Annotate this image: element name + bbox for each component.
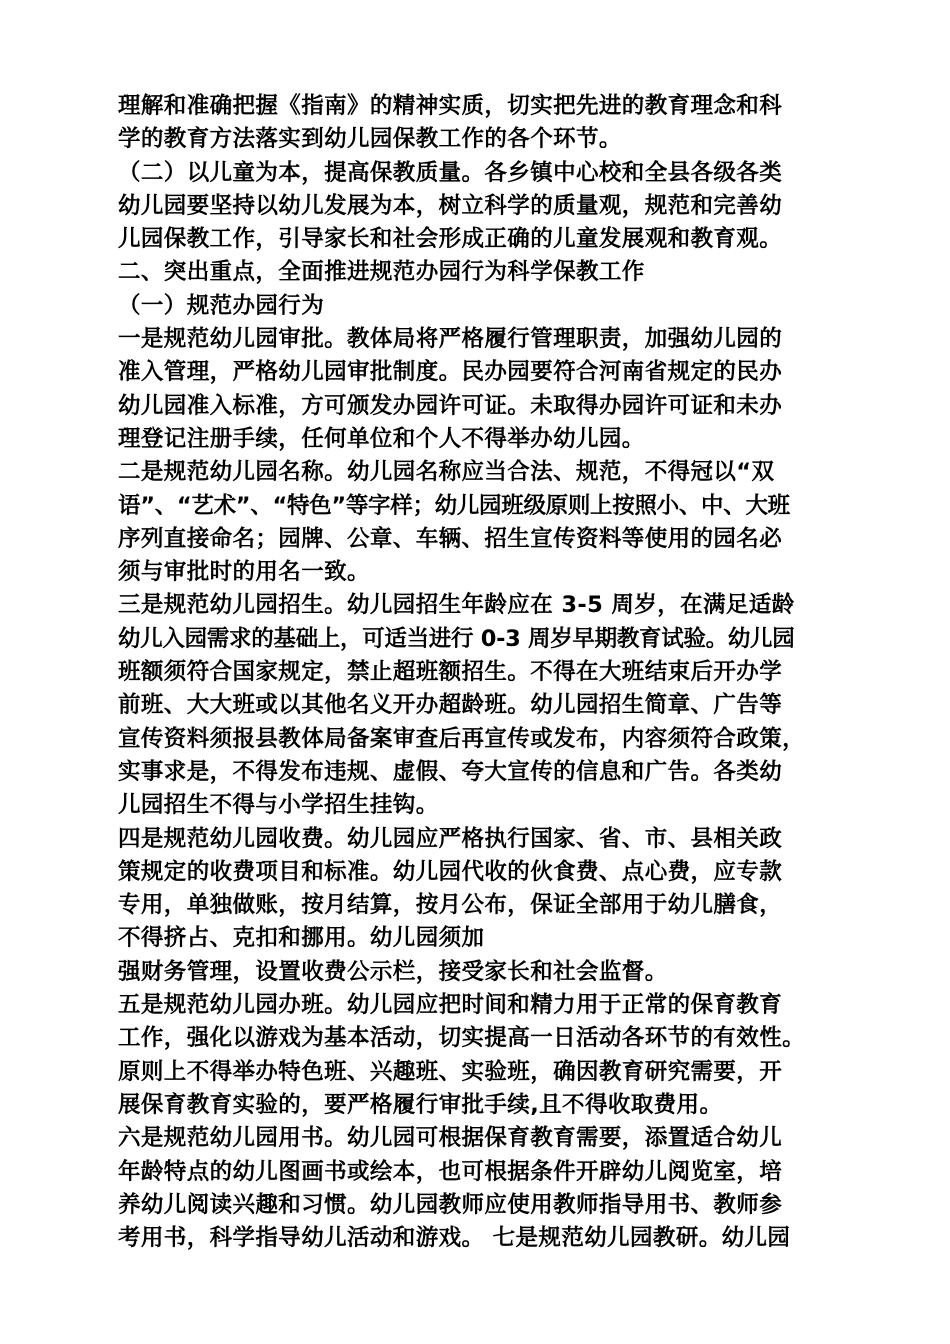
text-line: 强财务管理，设置收费公示栏，接受家长和社会监督。 bbox=[118, 958, 668, 985]
text-line: 班额须符合国家规定，禁止超班额招生。不得在大班结束后开办学 bbox=[118, 659, 783, 686]
text-line: 养幼儿阅读兴趣和习惯。幼儿园教师应使用教师指导用书、教师参 bbox=[118, 1191, 783, 1218]
text-line: 理登记注册手续，任何单位和个人不得举办幼儿园。 bbox=[118, 425, 645, 452]
document-body bbox=[118, 90, 838, 1255]
text-line: 序列直接命名；园牌、公章、车辆、招生宣传资料等使用的园名必 bbox=[118, 525, 783, 552]
text-line: 专用，单独做账，按月结算，按月公布，保证全部用于幼儿膳食， bbox=[118, 892, 783, 919]
text-line: 不得挤占、克扣和挪用。幼儿园须加 bbox=[118, 925, 485, 952]
text-line: 五是规范幼儿园办班。幼儿园应把时间和精力用于正常的保育教育 bbox=[118, 992, 783, 1019]
text-line: 准入管理，严格幼儿园审批制度。民办园要符合河南省规定的民办 bbox=[118, 359, 783, 386]
section-heading: 二、突出重点，全面推进规范办园行为科学保教工作 bbox=[118, 259, 645, 286]
text-line: 一是规范幼儿园审批。教体局将严格履行管理职责，加强幼儿园的 bbox=[118, 326, 783, 353]
text-line: 理解和准确把握《指南》的精神实质，切实把先进的教育理念和科 bbox=[118, 93, 783, 119]
text-line: 宣传资料须报县教体局备案审查后再宣传或发布，内容须符合政策， bbox=[118, 725, 806, 752]
text-line: （二）以儿童为本，提高保教质量。各乡镇中心校和全县各级各类 bbox=[118, 159, 783, 186]
text-line: 语”、“艺术”、“特色”等字样；幼儿园班级原则上按照小、中、大班 bbox=[118, 492, 790, 519]
text-line: 六是规范幼儿园用书。幼儿园可根据保育教育需要，添置适合幼儿 bbox=[118, 1125, 783, 1152]
text-line: 工作，强化以游戏为基本活动，切实提高一日活动各环节的有效性。 bbox=[118, 1025, 806, 1052]
subsection-heading: （一）规范办园行为 bbox=[118, 292, 325, 319]
text-line: 学的教育方法落实到幼儿园保教工作的各个环节。 bbox=[118, 126, 622, 153]
text-line: 原则上不得举办特色班、兴趣班、实验班，确因教育研究需要，开 bbox=[118, 1058, 783, 1085]
text-line: 展保育教育实验的，要严格履行审批手续,且不得收取费用。 bbox=[118, 1091, 723, 1118]
text-line: 幼儿园要坚持以幼儿发展为本，树立科学的质量观，规范和完善幼 bbox=[118, 192, 783, 219]
text-line: 四是规范幼儿园收费。幼儿园应严格执行国家、省、市、县相关政 bbox=[118, 825, 783, 852]
text-line: 幼儿入园需求的基础上，可适当进行 0-3 周岁早期教育试验。幼儿园 bbox=[118, 625, 795, 652]
text-line: 策规定的收费项目和标准。幼儿园代收的伙食费、点心费，应专款 bbox=[118, 858, 783, 885]
text-line: 年龄特点的幼儿图画书或绘本，也可根据条件开辟幼儿阅览室，培 bbox=[118, 1158, 783, 1185]
text-line: 幼儿园准入标准，方可颁发办园许可证。未取得办园许可证和未办 bbox=[118, 392, 783, 419]
text-line: 二是规范幼儿园名称。幼儿园名称应当合法、规范，不得冠以“双 bbox=[118, 459, 775, 486]
text-line: 三是规范幼儿园招生。幼儿园招生年龄应在 3-5 周岁，在满足适龄 bbox=[118, 592, 795, 619]
text-line: 实事求是，不得发布违规、虚假、夸大宣传的信息和广告。各类幼 bbox=[118, 758, 783, 785]
text-line: 儿园招生不得与小学招生挂钩。 bbox=[118, 792, 439, 819]
text-line: 儿园保教工作，引导家长和社会形成正确的儿童发展观和教育观。 bbox=[118, 226, 783, 253]
text-line: 须与审批时的用名一致。 bbox=[118, 559, 370, 586]
text-line: 前班、大大班或以其他名义开办超龄班。幼儿园招生简章、广告等 bbox=[118, 692, 783, 719]
text-line: 考用书，科学指导幼儿活动和游戏。 七是规范幼儿园教研。幼儿园 bbox=[118, 1225, 791, 1252]
